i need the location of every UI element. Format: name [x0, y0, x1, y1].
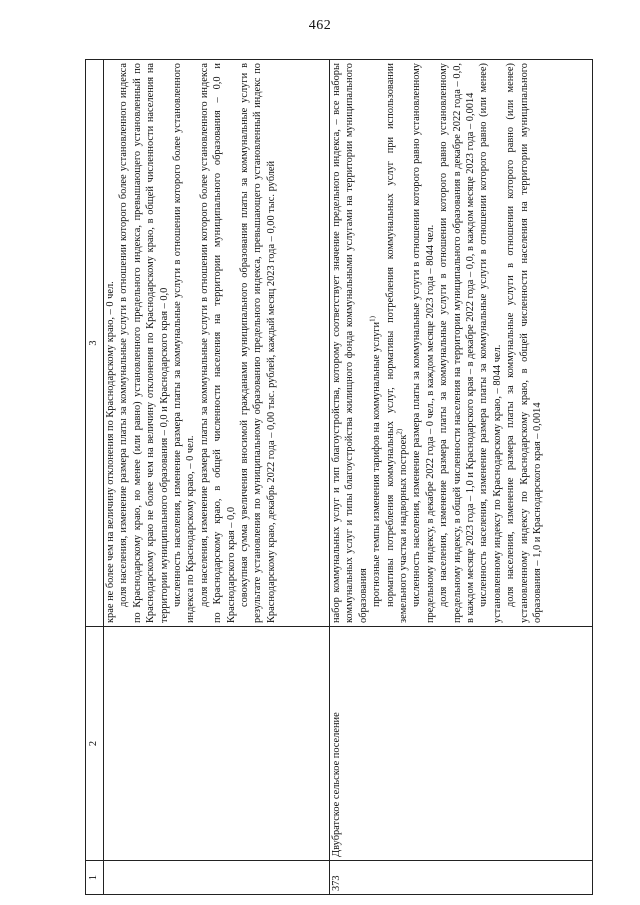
indicator-paragraph: набор коммунальных услуг и тип благоустройства, которому соответствует значение предельного индекса, – все наборы коммунальных услуг и типы благоустройства жилищного фонда коммунальными услугами на территории муниципального образования	[331, 63, 369, 623]
indicator-paragraph: доля населения, изменение размера платы за коммунальные услуги в отношении которого равно установленному предельному индексу, в общей численности населения на территории муниципального образования в декабре 2022 года – 0,0, в каждом месяце 2023 года – 1,0 и Краснодарского края – в декабре 2022 года – 0,0, в каждом месяце 2023 года – 0,0014	[438, 63, 477, 623]
indicator-text: прогнозные темпы изменения тарифов на коммунальные услуги	[371, 321, 383, 607]
indicator-paragraph: доля населения, изменение размера платы за коммунальные услуги в отношении которого более установленного индекса по Краснодарскому краю, в общей численности населения на территории муниципального образования – 0,0 и Краснодарского края – 0,0	[198, 63, 237, 623]
indicators-cell	[104, 60, 330, 627]
indicator-paragraph	[370, 63, 383, 623]
indicator-paragraph: численность населения, изменение размера платы за коммунальные услуги в отношении которого более установленного индекса по Краснодарскому краю, – 0 чел.	[172, 63, 197, 623]
header-col-1: 1	[86, 861, 104, 895]
row-number-cell: 373	[330, 861, 593, 895]
indicator-paragraph: совокупная сумма увеличения вносимой гражданами муниципального образования платы за коммунальные услуги в результате установления по муниципальному образованию предельного индекса, превышающего установленный индекс по Краснодарскому краю, декабрь 2022 года – 0,00 тыс. рублей, каждый месяц 2023 года – 0,00 тыс. рублей	[239, 63, 277, 623]
table-row-continuation	[104, 60, 330, 895]
indicators-cell	[330, 60, 593, 627]
indicator-paragraph	[384, 63, 411, 623]
indicator-paragraph: доля населения, изменение размера платы за коммунальные услуги в отношении которого равно (или менее) установленному индексу по Краснодарскому краю, в общей численности населения на территории муниципального образования – 1,0 и Краснодарского края – 0,0014	[505, 63, 544, 623]
indicator-paragraph: численность населения, изменение размера платы за коммунальные услуги в отношении которого равно установленному предельному индексу, в декабре 2022 года – 0 чел., в каждом месяце 2023 года – 8044 чел.	[411, 63, 436, 623]
row-number-cell	[104, 861, 330, 895]
page-number: 462	[308, 18, 332, 33]
footnote-marker: 2)	[395, 428, 404, 435]
indicator-paragraph: численность населения, изменение размера платы за коммунальные услуги в отношении которого равно (или менее) установленному индексу по Краснодарскому краю, – 8044 чел.	[478, 63, 503, 623]
indicator-paragraph: крае не более чем на величину отклонения по Краснодарскому краю, – 0 чел.	[105, 281, 116, 623]
indicator-text: нормативы потребления коммунальных услуг, нормативы потребления коммунальных услуг при использовании земельного участка и надворных построек	[384, 63, 410, 623]
rotated-table-container	[85, 60, 590, 895]
table-header-row	[86, 60, 104, 895]
settlement-name-cell	[104, 627, 330, 861]
header-col-2: 2	[86, 627, 104, 861]
settlement-name-cell: Двубратское сельское поселение	[330, 627, 593, 861]
footnote-marker: 1)	[368, 316, 377, 322]
indicator-paragraph: доля населения, изменение размера платы за коммунальные услуги в отношении которого более установленного индекса по Краснодарскому краю, но менее (или равно) установленного предельного индекса, превышающего установленный по Краснодарскому краю не более чем на величину отклонения по Краснодарскому краю, в общей численности населения на территории муниципального образования – 0,0 и Краснодарского края – 0,0	[118, 63, 170, 623]
data-table	[85, 59, 593, 895]
table-row-373	[330, 60, 593, 895]
header-col-3: 3	[86, 60, 104, 627]
